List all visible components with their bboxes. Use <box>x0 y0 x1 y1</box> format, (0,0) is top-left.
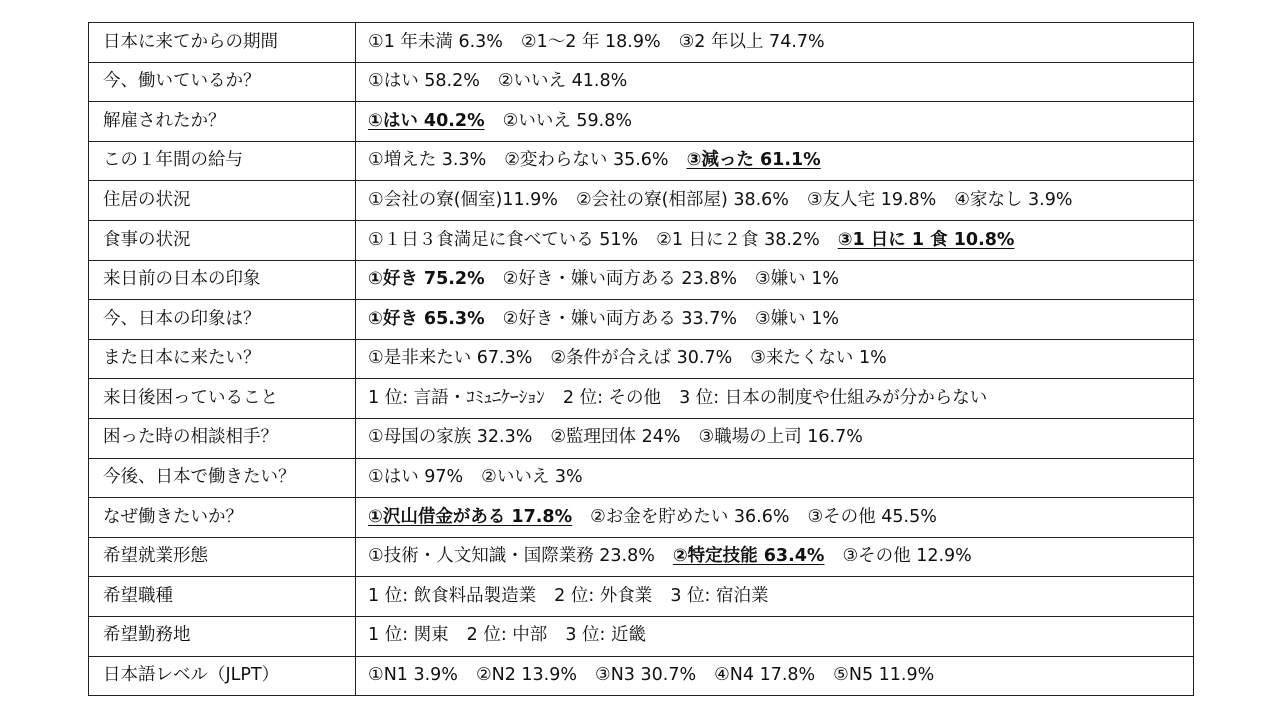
answer-option: ①はい 97% <box>368 467 464 488</box>
answer-cell <box>356 220 1194 260</box>
table-row <box>89 62 1194 102</box>
answer-option: ③職場の上司 16.7% <box>698 427 863 448</box>
answer-option: ③友人宅 19.8% <box>806 189 937 210</box>
question-cell: 希望勤務地 <box>89 616 356 656</box>
answer-option: ④家なし 3.9% <box>954 189 1073 210</box>
answer-option: ③嫌い 1% <box>754 269 839 290</box>
answer-option: ①１日３食満足に食べている 51% <box>368 229 639 250</box>
answer-option-highlighted: ①はい 40.2% <box>368 110 485 131</box>
answer-option: 1 位: 関東 <box>368 625 449 646</box>
answer-option: ①是非来たい 67.3% <box>368 348 533 369</box>
question-cell: 困った時の相談相手？ <box>89 418 356 458</box>
answer-option: ③N3 30.7% <box>595 665 697 686</box>
question-cell: 今、働いているか？ <box>89 62 356 102</box>
answer-cell <box>356 537 1194 577</box>
answer-cell <box>356 339 1194 379</box>
question-cell: 今後、日本で働きたい？ <box>89 458 356 498</box>
answer-option: ⑤N5 11.9% <box>833 665 935 686</box>
answer-option: ②いいえ 41.8% <box>497 71 628 92</box>
answer-option: ②いいえ 3% <box>481 467 583 488</box>
table-row <box>89 102 1194 142</box>
answer-option: ①母国の家族 32.3% <box>368 427 533 448</box>
answer-option: ③来たくない 1% <box>750 348 887 369</box>
answer-cell <box>356 577 1194 617</box>
answer-option: ①N1 3.9% <box>368 665 458 686</box>
answer-option: 3 位: 近畿 <box>565 625 646 646</box>
answer-option: ④N4 17.8% <box>714 665 816 686</box>
answer-cell <box>356 300 1194 340</box>
answer-option: 1 位: 言語・ｺﾐｭﾆｹｰｼｮﾝ <box>368 387 545 408</box>
question-cell: なぜ働きたいか？ <box>89 498 356 538</box>
table-row <box>89 339 1194 379</box>
answer-option-highlighted: ②特定技能 63.4% <box>672 546 825 567</box>
answer-cell <box>356 498 1194 538</box>
answer-option-highlighted: ①沢山借金がある 17.8% <box>368 506 573 527</box>
table-row <box>89 418 1194 458</box>
answer-cell <box>356 62 1194 102</box>
table-row <box>89 656 1194 696</box>
survey-table-body <box>89 23 1194 696</box>
answer-option: ②いいえ 59.8% <box>502 110 632 131</box>
table-row <box>89 577 1194 617</box>
answer-cell <box>356 379 1194 419</box>
answer-option: ②好き・嫌い両方ある 23.8% <box>502 269 737 290</box>
answer-option: 3 位: 日本の制度や仕組みが分からない <box>679 387 988 408</box>
answer-option: ②N2 13.9% <box>475 665 578 686</box>
survey-results-table <box>88 22 1194 696</box>
table-row <box>89 300 1194 340</box>
answer-option: ③その他 45.5% <box>807 506 937 527</box>
answer-option: ②1～2 年 18.9% <box>520 31 661 52</box>
answer-cell <box>356 102 1194 142</box>
answer-option: ③嫌い 1% <box>754 308 839 329</box>
answer-cell <box>356 458 1194 498</box>
answer-option: ①技術・人文知識・国際業務 23.8% <box>368 546 655 567</box>
answer-option: ①会社の寮(個室)11.9% <box>368 189 558 210</box>
answer-option: 1 位: 飲食料品製造業 <box>368 585 537 606</box>
question-cell: 希望職種 <box>89 577 356 617</box>
question-cell: 住居の状況 <box>89 181 356 221</box>
answer-option: ②会社の寮(相部屋) 38.6% <box>575 189 789 210</box>
answer-cell <box>356 181 1194 221</box>
table-row <box>89 220 1194 260</box>
answer-option: ②好き・嫌い両方ある 33.7% <box>502 308 737 329</box>
answer-cell <box>356 141 1194 181</box>
answer-option: 2 位: 外食業 <box>554 585 653 606</box>
answer-option: 2 位: その他 <box>562 387 662 408</box>
question-cell: また日本に来たい？ <box>89 339 356 379</box>
question-cell: 食事の状況 <box>89 220 356 260</box>
answer-option: ②お金を貯めたい 36.6% <box>590 506 790 527</box>
question-cell: 解雇されたか？ <box>89 102 356 142</box>
question-cell: 今、日本の印象は？ <box>89 300 356 340</box>
answer-option: ②1 日に２食 38.2% <box>656 229 820 250</box>
question-cell: 日本に来てからの期間 <box>89 23 356 63</box>
answer-option: 3 位: 宿泊業 <box>670 585 769 606</box>
answer-option: ②条件が合えば 30.7% <box>550 348 733 369</box>
answer-option: ①増えた 3.3% <box>368 150 487 171</box>
answer-option: ③2 年以上 74.7% <box>678 31 825 52</box>
answer-option-highlighted: ③減った 61.1% <box>686 150 821 171</box>
question-cell: 来日前の日本の印象 <box>89 260 356 300</box>
answer-cell <box>356 260 1194 300</box>
table-row <box>89 260 1194 300</box>
table-row <box>89 537 1194 577</box>
question-cell: 日本語レベル（JLPT） <box>89 656 356 696</box>
table-row <box>89 141 1194 181</box>
question-cell: この１年間の給与 <box>89 141 356 181</box>
question-cell: 希望就業形態 <box>89 537 356 577</box>
answer-cell <box>356 418 1194 458</box>
answer-option-highlighted: ①好き 75.2% <box>368 269 485 290</box>
table-row <box>89 379 1194 419</box>
answer-option: ③その他 12.9% <box>842 546 972 567</box>
answer-option: ②変わらない 35.6% <box>504 150 669 171</box>
answer-option: ①はい 58.2% <box>368 71 480 92</box>
table-row <box>89 181 1194 221</box>
answer-cell <box>356 23 1194 63</box>
table-row <box>89 616 1194 656</box>
question-cell: 来日後困っていること <box>89 379 356 419</box>
answer-cell <box>356 616 1194 656</box>
table-row <box>89 458 1194 498</box>
answer-cell <box>356 656 1194 696</box>
table-row <box>89 23 1194 63</box>
answer-option: ②監理団体 24% <box>550 427 681 448</box>
answer-option-highlighted: ③1 日に 1 食 10.8% <box>837 229 1015 250</box>
answer-option: ①1 年未満 6.3% <box>368 31 503 52</box>
answer-option-highlighted: ①好き 65.3% <box>368 308 485 329</box>
table-row <box>89 498 1194 538</box>
answer-option: 2 位: 中部 <box>466 625 548 646</box>
